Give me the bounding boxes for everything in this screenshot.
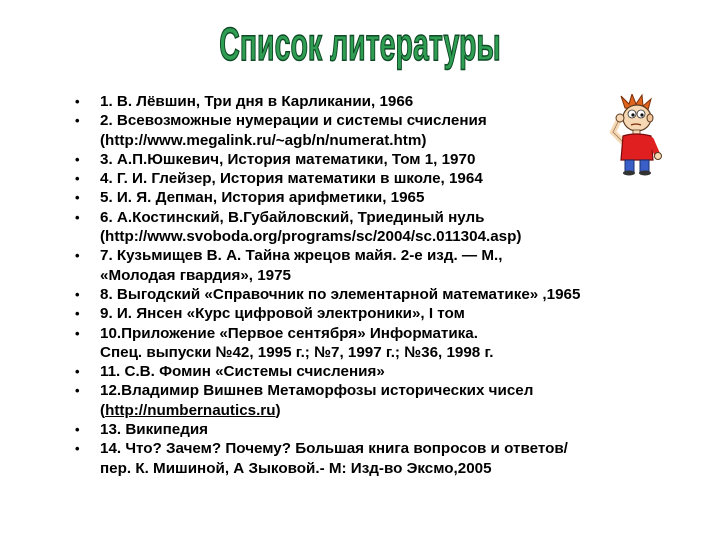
bullet-icon: •: [75, 190, 80, 206]
reference-text: 12.Владимир Вишнев Метаморфозы исторических чисел: [100, 382, 534, 400]
reference-item: [0, 362, 720, 381]
page-title: Список литературы: [219, 18, 501, 70]
reference-text: 9. И. Янсен «Курс цифровой электроники», I том: [100, 305, 465, 323]
bullet-icon: •: [75, 306, 80, 322]
reference-item: [0, 420, 720, 439]
reference-text: 13. Википедия: [100, 421, 209, 439]
bullet-icon: •: [75, 441, 80, 457]
reference-item: [0, 381, 720, 420]
reference-text: 8. Выгодский «Справочник по элементарной математике» ,1965: [100, 285, 581, 303]
bullet-icon: •: [75, 94, 80, 109]
reference-text: 11. С.В. Фомин «Системы счисления»: [100, 363, 385, 381]
reference-text: 5. И. Я. Депман, История арифметики, 1965: [100, 189, 425, 207]
reference-text: (http://www.svoboda.org/programs/sc/2004/sc.011304.asp): [100, 228, 522, 246]
reference-text: 1. В. Лёвшин, Три дня в Карликании, 1966: [100, 93, 414, 110]
link-open-paren: (: [100, 401, 106, 419]
bullet-icon: •: [75, 364, 80, 380]
reference-link-line: [100, 401, 712, 420]
reference-text: 3. А.П.Юшкевич, История математики, Том 1, 1970: [100, 150, 476, 168]
reference-item: [0, 285, 720, 304]
reference-link[interactable]: http://numbernautics.ru: [105, 401, 276, 419]
reference-text: 10.Приложение «Первое сентября» Информатика.: [100, 324, 478, 342]
reference-item: [0, 246, 720, 285]
reference-text: 14. Что? Зачем? Почему? Большая книга вопросов и ответов/: [100, 440, 568, 458]
reference-item: [0, 439, 720, 478]
reference-text: «Молодая гвардия», 1975: [100, 266, 292, 284]
reference-text: пер. К. Мишиной, А Зыковой.- М: Изд-во Эксмо,2005: [100, 459, 492, 477]
reference-text: 7. Кузьмищев В. А. Тайна жрецов майя. 2-е изд. — М.,: [100, 247, 503, 265]
bullet-icon: •: [75, 325, 80, 341]
reference-item: [0, 208, 720, 247]
reference-text: 6. А.Костинский, В.Губайловский, Триединый нуль: [100, 208, 485, 226]
bullet-icon: •: [75, 171, 80, 187]
reference-item: [0, 304, 720, 323]
bullet-icon: •: [75, 383, 80, 399]
bullet-icon: •: [75, 113, 80, 129]
reference-text: (http://www.megalink.ru/~agb/n/numerat.htm): [100, 131, 427, 149]
bullet-icon: •: [75, 248, 80, 264]
bullet-icon: •: [75, 209, 80, 225]
bullet-icon: •: [75, 151, 80, 167]
reference-item: [0, 324, 720, 363]
bullet-icon: •: [75, 422, 80, 438]
reference-item: [0, 188, 720, 207]
link-close-paren: ): [275, 401, 281, 419]
reference-text: 2. Всевозможные нумерации и системы счисления: [100, 112, 487, 130]
bullet-icon: •: [75, 286, 80, 302]
thinking-boy-illustration: [605, 94, 667, 176]
reference-text: Спец. выпуски №42, 1995 г.; №7, 1997 г.; №36, 1998 г.: [100, 343, 494, 361]
reference-text: 4. Г. И. Глейзер, История математики в школе, 1964: [100, 170, 483, 188]
